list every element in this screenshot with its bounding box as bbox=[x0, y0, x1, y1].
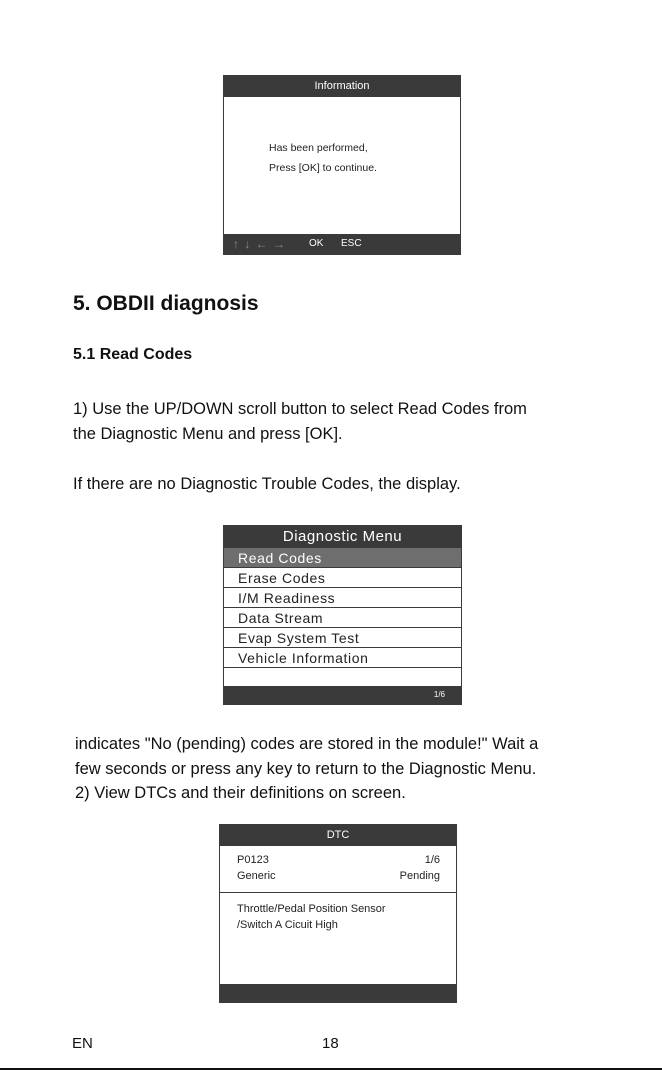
information-message-line-1: Has been performed, bbox=[269, 142, 368, 154]
dtc-code: P0123 bbox=[237, 854, 269, 866]
dtc-status: Pending bbox=[399, 870, 440, 882]
dtc-screen bbox=[219, 824, 457, 1003]
language-label: EN bbox=[72, 1035, 93, 1052]
dtc-footer-bar bbox=[220, 984, 456, 1002]
information-footer-bar bbox=[224, 234, 460, 254]
diagnostic-menu-title: Diagnostic Menu bbox=[224, 526, 461, 548]
dtc-title: DTC bbox=[220, 825, 456, 846]
menu-item-evap-system-test[interactable]: Evap System Test bbox=[224, 628, 461, 648]
paragraph-1-line-1: 1) Use the UP/DOWN scroll button to select Read Codes from bbox=[73, 400, 527, 418]
diagnostic-menu-screen bbox=[223, 525, 462, 705]
dtc-type: Generic bbox=[237, 870, 276, 882]
footer-rule bbox=[0, 1068, 662, 1070]
paragraph-2: If there are no Diagnostic Trouble Codes, the display. bbox=[73, 475, 461, 493]
paragraph-3-line-2: few seconds or press any key to return to the Diagnostic Menu. bbox=[75, 760, 537, 778]
dtc-description-line-1: Throttle/Pedal Position Sensor bbox=[237, 903, 386, 915]
subsection-heading: 5.1 Read Codes bbox=[73, 346, 193, 363]
section-heading: 5. OBDII diagnosis bbox=[73, 292, 259, 315]
ok-button[interactable]: OK bbox=[309, 238, 324, 249]
information-title: Information bbox=[224, 76, 460, 97]
paragraph-1-line-2: the Diagnostic Menu and press [OK]. bbox=[73, 425, 343, 443]
esc-button[interactable]: ESC bbox=[341, 238, 362, 249]
paragraph-3-line-1: indicates "No (pending) codes are stored in the module!" Wait a bbox=[75, 735, 539, 753]
dtc-description-line-2: /Switch A Cicuit High bbox=[237, 919, 338, 931]
information-message-line-2: Press [OK] to continue. bbox=[269, 162, 377, 174]
dtc-index: 1/6 bbox=[424, 854, 440, 866]
navigation-arrows-icon: ↑ ↓ ← → bbox=[233, 237, 287, 251]
menu-item-vehicle-information[interactable]: Vehicle Information bbox=[224, 648, 461, 668]
dtc-divider bbox=[220, 892, 456, 893]
paragraph-4: 2) View DTCs and their definitions on screen. bbox=[75, 784, 406, 802]
menu-item-data-stream[interactable]: Data Stream bbox=[224, 608, 461, 628]
menu-item-im-readiness[interactable]: I/M Readiness bbox=[224, 588, 461, 608]
menu-item-erase-codes[interactable]: Erase Codes bbox=[224, 568, 461, 588]
information-screen bbox=[223, 75, 461, 255]
page-indicator: 1/6 bbox=[433, 690, 445, 699]
menu-item-read-codes[interactable]: Read Codes bbox=[224, 548, 461, 568]
diagnostic-menu-footer-bar bbox=[224, 686, 461, 704]
page-number: 18 bbox=[322, 1035, 339, 1052]
